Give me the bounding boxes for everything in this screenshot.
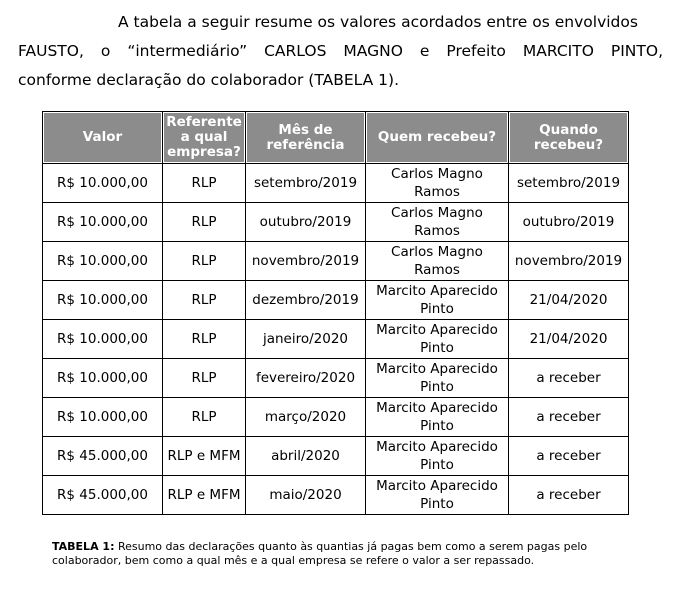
cell-valor: R$ 10.000,00 <box>43 203 163 242</box>
header-quem-recebeu: Quem recebeu? <box>366 112 509 164</box>
cell-recebedor: Carlos Magno Ramos <box>366 164 509 203</box>
cell-valor: R$ 10.000,00 <box>43 281 163 320</box>
header-empresa: Referente a qual empresa? <box>163 112 246 164</box>
cell-valor: R$ 45.000,00 <box>43 476 163 515</box>
cell-mes: fevereiro/2020 <box>246 359 366 398</box>
table-row <box>43 320 629 359</box>
cell-quando: 21/04/2020 <box>509 320 629 359</box>
table-row <box>43 437 629 476</box>
table-row <box>43 476 629 515</box>
cell-quando: a receber <box>509 398 629 437</box>
table-body <box>43 164 629 515</box>
cell-mes: abril/2020 <box>246 437 366 476</box>
cell-empresa: RLP <box>163 242 246 281</box>
cell-quando: a receber <box>509 359 629 398</box>
cell-quando: outubro/2019 <box>509 203 629 242</box>
table-row <box>43 242 629 281</box>
header-valor: Valor <box>43 112 163 164</box>
cell-valor: R$ 10.000,00 <box>43 164 163 203</box>
cell-recebedor: Carlos Magno Ramos <box>366 242 509 281</box>
table-row <box>43 359 629 398</box>
table-caption <box>52 540 652 568</box>
cell-recebedor: Marcito Aparecido Pinto <box>366 359 509 398</box>
cell-recebedor: Marcito Aparecido Pinto <box>366 281 509 320</box>
cell-empresa: RLP <box>163 281 246 320</box>
cell-recebedor: Marcito Aparecido Pinto <box>366 398 509 437</box>
table-row <box>43 281 629 320</box>
cell-recebedor: Marcito Aparecido Pinto <box>366 476 509 515</box>
cell-empresa: RLP e MFM <box>163 476 246 515</box>
cell-mes: janeiro/2020 <box>246 320 366 359</box>
table-header <box>43 112 629 164</box>
cell-mes: dezembro/2019 <box>246 281 366 320</box>
cell-mes: março/2020 <box>246 398 366 437</box>
cell-recebedor: Marcito Aparecido Pinto <box>366 437 509 476</box>
header-mes-referencia: Mês de referência <box>246 112 366 164</box>
table-container <box>42 111 629 515</box>
cell-recebedor: Carlos Magno Ramos <box>366 203 509 242</box>
cell-quando: a receber <box>509 437 629 476</box>
cell-mes: novembro/2019 <box>246 242 366 281</box>
intro-line-2: FAUSTO, o “intermediário” CARLOS MAGNO e Prefeito MARCITO PINTO, <box>18 42 663 60</box>
table-row <box>43 203 629 242</box>
cell-empresa: RLP e MFM <box>163 437 246 476</box>
cell-empresa: RLP <box>163 320 246 359</box>
intro-line-3: conforme declaração do colaborador (TABELA 1). <box>18 71 400 89</box>
cell-valor: R$ 10.000,00 <box>43 242 163 281</box>
cell-empresa: RLP <box>163 359 246 398</box>
cell-valor: R$ 10.000,00 <box>43 320 163 359</box>
cell-mes: setembro/2019 <box>246 164 366 203</box>
cell-valor: R$ 10.000,00 <box>43 398 163 437</box>
intro-line-1: A tabela a seguir resume os valores acordados entre os envolvidos <box>118 13 638 31</box>
caption-label: TABELA 1: <box>52 540 115 553</box>
cell-valor: R$ 45.000,00 <box>43 437 163 476</box>
cell-quando: novembro/2019 <box>509 242 629 281</box>
header-quando-recebeu: Quando recebeu? <box>509 112 629 164</box>
cell-empresa: RLP <box>163 203 246 242</box>
cell-recebedor: Marcito Aparecido Pinto <box>366 320 509 359</box>
cell-valor: R$ 10.000,00 <box>43 359 163 398</box>
cell-mes: outubro/2019 <box>246 203 366 242</box>
payments-table <box>42 111 629 515</box>
intro-paragraph <box>18 8 663 95</box>
cell-empresa: RLP <box>163 398 246 437</box>
table-row <box>43 164 629 203</box>
cell-empresa: RLP <box>163 164 246 203</box>
caption-text: Resumo das declarações quanto às quantias já pagas bem como a serem pagas pelo colaborador, bem como a qual mês e a qual empresa se refere o valor a ser repassado. <box>52 540 588 567</box>
cell-quando: 21/04/2020 <box>509 281 629 320</box>
cell-quando: setembro/2019 <box>509 164 629 203</box>
cell-quando: a receber <box>509 476 629 515</box>
cell-mes: maio/2020 <box>246 476 366 515</box>
header-row <box>43 112 629 164</box>
table-row <box>43 398 629 437</box>
